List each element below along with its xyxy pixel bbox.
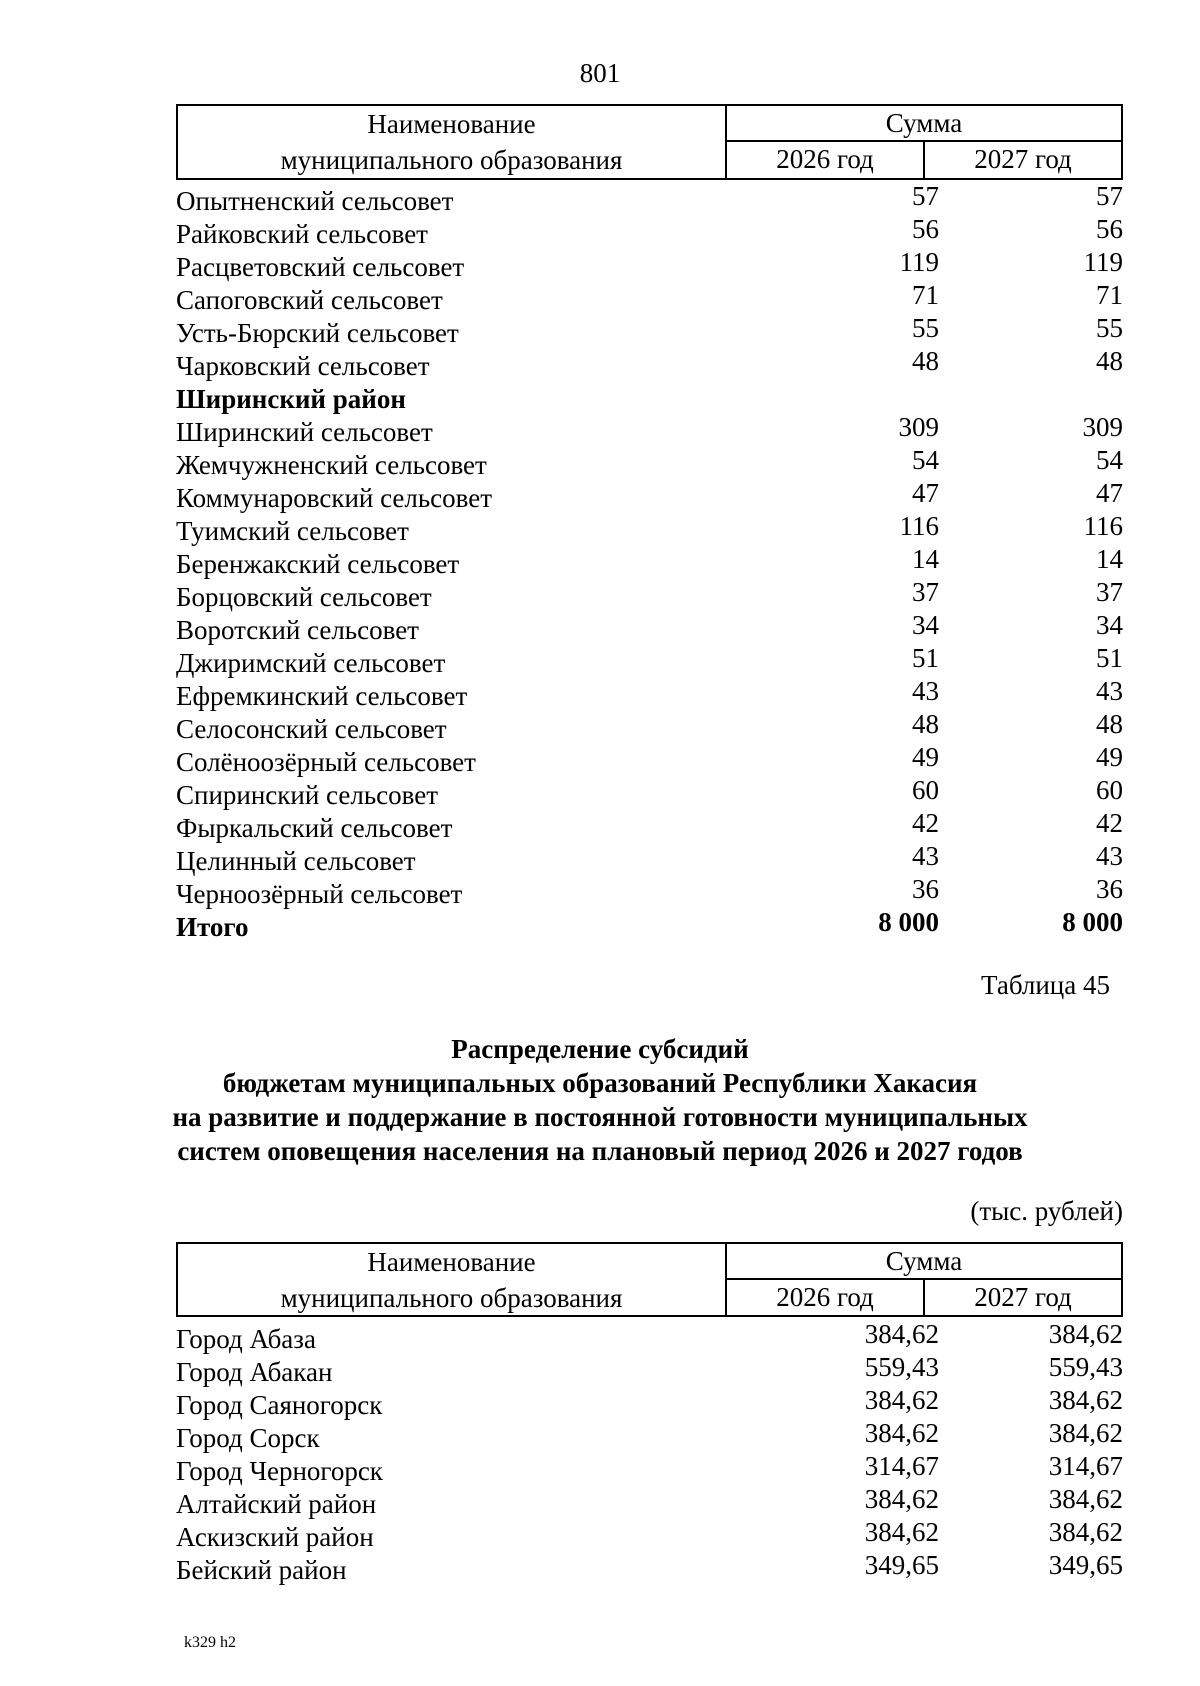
row-name: Коммунаровский сельсовет [176,483,493,513]
row-name: Воротский сельсовет [176,615,419,645]
row-name: Беренжакский сельсовет [176,549,460,579]
row-value-2026: 384,62 [864,1385,939,1415]
row-value-2027: 119 [1083,247,1123,277]
column-header-2027: 2027 год [974,1282,1072,1312]
table-row [176,215,1123,248]
table45-title-line: бюджетам муниципальных образований Республики Хакасия [222,1068,978,1098]
row-name: Чарковский сельсовет [176,351,430,381]
row-value-2026: 116 [899,511,939,541]
column-header-name-line1: Наименование [367,1246,536,1277]
row-name: Расцветовский сельсовет [176,252,465,282]
row-name: Черноозёрный сельсовет [176,879,463,909]
table1-header [176,104,1123,180]
column-header-2026: 2026 год [727,1280,925,1315]
table-row [176,710,1123,743]
row-value-2026: 54 [912,445,939,475]
row-value-2026: 384,62 [864,1484,939,1514]
row-name: Райковский сельсовет [176,219,428,249]
table-row [176,1452,1123,1485]
row-value-2027: 34 [1096,610,1123,640]
row-value-2026: 47 [912,478,939,508]
row-name: Ширинский район [176,384,406,414]
row-value-2026: 42 [912,808,939,838]
page-number: 801 [579,58,621,88]
row-name: Фыркальский сельсовет [176,813,453,843]
row-value-2026: 49 [912,742,939,772]
column-header-name [178,1244,727,1315]
row-value-2026: 51 [912,643,939,673]
unit-label: (тыс. рублей) [970,1196,1123,1226]
row-value-2026: 384,62 [864,1319,939,1349]
row-name: Итого [176,912,249,942]
table45-title [0,1032,1200,1168]
table45-body [176,1320,1123,1584]
row-value-2027: 309 [1082,412,1123,442]
table-row [176,1320,1123,1353]
row-value-2027: 559,43 [1048,1352,1123,1382]
row-value-2026: 48 [912,709,939,739]
table1-body [176,182,1123,941]
row-name: Ефремкинский сельсовет [176,681,468,711]
row-name: Город Сорск [176,1423,320,1453]
table-row [176,446,1123,479]
row-value-2026: 119 [899,247,939,277]
row-name: Джиримский сельсовет [176,648,446,678]
footer-code: k329 h2 [184,1634,236,1651]
table-row [176,248,1123,281]
row-name: Сапоговский сельсовет [176,285,443,315]
row-value-2027: 49 [1096,742,1123,772]
row-value-2027: 43 [1096,676,1123,706]
table-row [176,578,1123,611]
column-header-2026: 2026 год [727,142,925,178]
table45-title-line: систем оповещения населения на плановый период 2026 и 2027 годов [177,1136,1023,1166]
table-row [176,281,1123,314]
table45-title-line: Распределение субсидий [451,1034,749,1064]
row-name: Город Абаза [176,1324,316,1354]
row-value-2027: 116 [1083,511,1123,541]
row-name: Целинный сельсовет [176,846,416,876]
table-row [176,1419,1123,1452]
row-name: Город Абакан [176,1357,333,1387]
row-value-2027: 60 [1096,775,1123,805]
table-row [176,809,1123,842]
row-value-2027: 71 [1096,280,1123,310]
row-value-2026: 34 [912,610,939,640]
row-value-2026: 349,65 [864,1550,939,1580]
row-value-2027: 384,62 [1048,1319,1123,1349]
row-value-2027: 57 [1096,181,1123,211]
row-name: Город Черногорск [176,1456,383,1486]
table-row [176,776,1123,809]
column-header-sum: Сумма [727,106,1121,142]
row-value-2027: 42 [1096,808,1123,838]
row-name: Борцовский сельсовет [176,582,432,612]
row-name: Аскизский район [176,1522,374,1552]
table-row [176,545,1123,578]
table-row [176,1386,1123,1419]
table-row [176,644,1123,677]
row-name: Селосонский сельсовет [176,714,447,744]
table-row [176,908,1123,941]
row-value-2026: 55 [912,313,939,343]
column-header-name-line2: муниципального образования [280,145,623,175]
table-row [176,1485,1123,1518]
row-value-2026: 71 [912,280,939,310]
table-row [176,842,1123,875]
row-value-2027: 384,62 [1048,1418,1123,1448]
row-value-2027: 8 000 [1062,907,1123,937]
table-row [176,611,1123,644]
table-label: Таблица 45 [981,970,1110,1000]
column-header-2027: 2027 год [974,144,1072,174]
table-row [176,413,1123,446]
row-value-2027: 314,67 [1048,1451,1123,1481]
row-value-2027: 47 [1096,478,1123,508]
row-value-2026: 14 [912,544,939,574]
row-value-2026: 43 [912,841,939,871]
row-name: Спиринский сельсовет [176,780,438,810]
table-row [176,743,1123,776]
row-value-2026: 309 [898,412,939,442]
row-name: Алтайский район [176,1489,377,1519]
row-value-2027: 37 [1096,577,1123,607]
table-row [176,875,1123,908]
row-value-2026: 384,62 [864,1418,939,1448]
table-row [176,182,1123,215]
row-value-2026: 48 [912,346,939,376]
row-value-2026: 314,67 [864,1451,939,1481]
row-value-2026: 56 [912,214,939,244]
row-value-2026: 43 [912,676,939,706]
row-value-2026: 559,43 [864,1352,939,1382]
table45-title-line: на развитие и поддержание в постоянной готовности муниципальных [172,1102,1028,1132]
row-name: Жемчужненский сельсовет [176,450,487,480]
table-row [176,1353,1123,1386]
table-row [176,677,1123,710]
column-header-name [178,106,727,178]
column-header-sum: Сумма [727,1244,1121,1280]
table-row [176,1551,1123,1584]
table-row [176,1518,1123,1551]
table-row [176,347,1123,380]
row-value-2026: 37 [912,577,939,607]
row-value-2026: 384,62 [864,1517,939,1547]
row-value-2027: 54 [1096,445,1123,475]
row-name: Солёноозёрный сельсовет [176,747,476,777]
row-value-2027: 349,65 [1048,1550,1123,1580]
row-name: Бейский район [176,1555,347,1585]
row-value-2027: 56 [1096,214,1123,244]
row-value-2026: 57 [912,181,939,211]
row-name: Опытненский сельсовет [176,186,454,216]
row-value-2027: 14 [1096,544,1123,574]
column-header-name-line1: Наименование [367,109,536,139]
row-value-2027: 48 [1096,346,1123,376]
row-value-2027: 55 [1096,313,1123,343]
row-value-2027: 384,62 [1048,1484,1123,1514]
column-header-sum-group [727,1244,1121,1315]
row-value-2026: 8 000 [878,907,939,937]
table45-header [176,1242,1123,1317]
row-value-2026: 36 [912,874,939,904]
column-header-name-line2: муниципального образования [280,1282,623,1313]
row-value-2027: 36 [1096,874,1123,904]
column-header-sum-group [727,106,1121,178]
row-name: Ширинский сельсовет [176,417,433,447]
row-value-2027: 51 [1096,643,1123,673]
table-row [176,479,1123,512]
table-row [176,314,1123,347]
row-name: Усть-Бюрский сельсовет [176,318,459,348]
row-name: Город Саяногорск [176,1390,383,1420]
table-row [176,512,1123,545]
row-name: Туимский сельсовет [176,516,409,546]
row-value-2027: 384,62 [1048,1517,1123,1547]
row-value-2027: 43 [1096,841,1123,871]
row-value-2027: 384,62 [1048,1385,1123,1415]
row-value-2027: 48 [1096,709,1123,739]
table-row [176,380,1123,413]
row-value-2026: 60 [912,775,939,805]
